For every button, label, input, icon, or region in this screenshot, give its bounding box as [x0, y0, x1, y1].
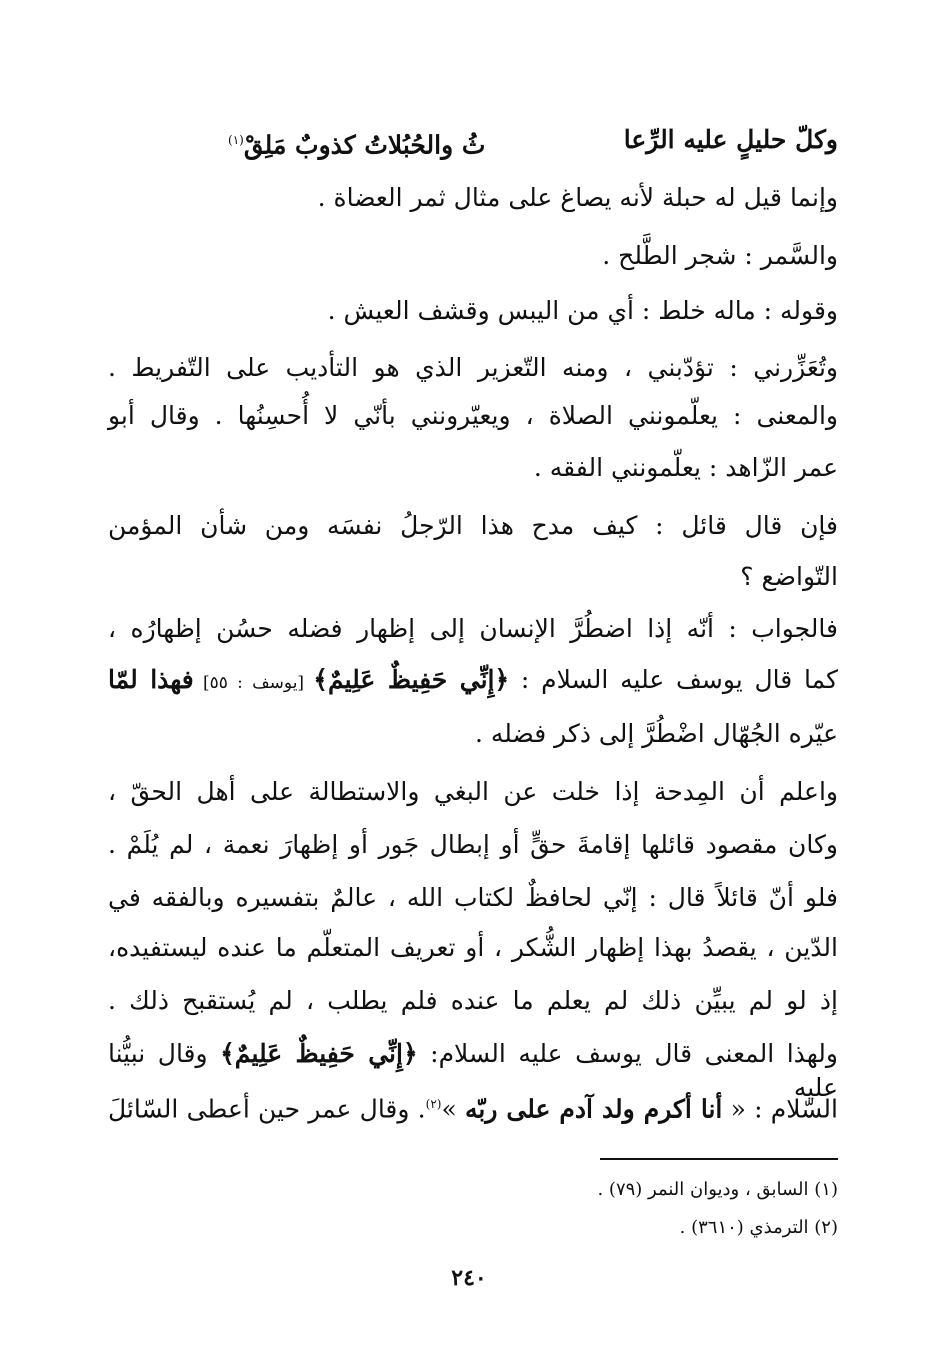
walihadha-before: ولهذا المعنى قال يوسف عليه السلام:: [417, 1039, 838, 1068]
text-line: عمر الزّاهد : يعلّمونني الفقه .: [533, 453, 838, 482]
verse-hemistich-1-text: وكلّ حليلٍ عليه الرِّعا: [623, 125, 838, 154]
yusuf-line-before: كما قال يوسف عليه السلام :: [509, 665, 838, 694]
text-line: وتُعَزِّرني : تؤدّبني ، ومنه التّعزير الذي هو التأديب على التّفريط .: [108, 353, 838, 382]
text-line-yusuf-quote: [108, 663, 838, 700]
footnote-ref-1: (١): [228, 133, 244, 147]
salam-after: . وقال عمر حين أعطى السّائلَ: [108, 1094, 426, 1124]
text-line: وكان مقصود قائلها إقامةَ حقٍّ أو إبطال جَور أو إظهارَ نعمة ، لم يُلَمْ .: [108, 830, 838, 859]
footnote-2: (٢) الترمذي (٣٦١٠) .: [679, 1217, 838, 1238]
footnote-separator: [600, 1158, 838, 1160]
page-number: ٢٤٠: [451, 1265, 487, 1291]
text-line: عيّره الجُهّال اضْطُرَّ إلى ذكر فضله .: [474, 719, 838, 748]
quran-verse: ﴿إِنِّي حَفِيظٌ عَلِيمٌ﴾: [220, 1039, 418, 1068]
footnote-ref-2: (٢): [425, 1097, 442, 1111]
text-line: فإن قال قائل : كيف مدح هذا الرّجلُ نفسَه ومن شأن المؤمن: [108, 511, 838, 540]
text-line: واعلم أن المِدحة إذا خلت عن البغي والاستطالة على أهل الحقّ ،: [108, 777, 838, 806]
text-line: وإنما قيل له حبلة لأنه يصاغ على مثال ثمر العضاة .: [317, 183, 838, 212]
text-line-salam: [108, 1087, 838, 1126]
text-line: فالجواب : أنّه إذا اضطُرَّ الإنسان إلى إظهار فضله حسُن إظهارُه ،: [108, 614, 838, 643]
text-line: فلو أنّ قائلاً قال : إنّي لحافظٌ لكتاب الله ، عالمٌ بتفسيره وبالفقه في: [108, 883, 838, 912]
text-line: الدّين ، يقصدُ بهذا إظهار الشُّكر ، أو تعريف المتعلّم ما عنده ليستفيده،: [108, 933, 838, 962]
walihadha-after: وقال نبيُّنا عليه: [108, 1039, 838, 1102]
footnote-1: (١) السابق ، وديوان النمر (٧٩) .: [597, 1179, 838, 1200]
text-line: وقوله : ماله خلط : أي من اليبس وقشف العيش .: [327, 296, 838, 325]
text-line: إذ لو لم يبيِّن ذلك لم يعلم ما عنده فلم يطلب ، لم يُستقبح ذلك .: [108, 986, 838, 1015]
verse-first-hemistich: [624, 123, 838, 157]
text-line: التّواضع ؟: [740, 562, 838, 591]
verse-second-hemistich: [228, 123, 485, 162]
hadith-text: أنا أكرم ولد آدم على ربّه: [464, 1094, 723, 1124]
text-line: والمعنى : يعلّمونني الصلاة ، ويعيّرونني بأنّي لا أُحسِنُها . وقال أبو: [108, 401, 838, 430]
quran-verse: ﴿إِنِّي حَفِيظٌ عَلِيمٌ﴾: [313, 665, 510, 694]
quran-reference: [يوسف : ٥٥]: [193, 673, 314, 693]
salam-before: السّلام : «: [722, 1094, 838, 1124]
text-line: والسَّمر : شجر الطَّلح .: [602, 241, 838, 270]
hadith-close-quote: »: [441, 1094, 465, 1124]
verse-hemistich-2-text: ثُ والحُبُلاتُ كذوبٌ مَلِقْ: [243, 130, 486, 160]
yusuf-line-after: فهذا لمّا: [108, 665, 194, 694]
